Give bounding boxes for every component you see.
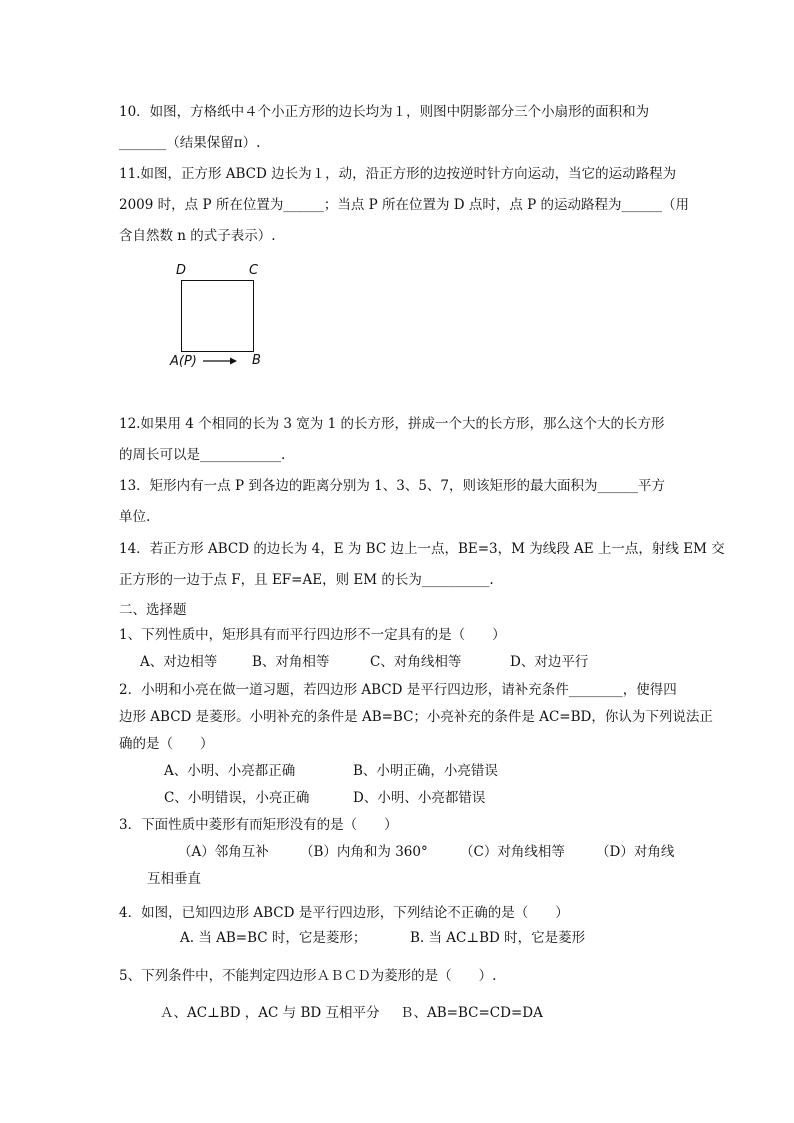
- q13-line-1: 13．矩形内有一点 P 到各边的距离分别为 1、3、5、7，则该矩形的最大面积为______平方: [119, 478, 665, 494]
- mc2-line-3: 确的是（ ）: [119, 736, 214, 752]
- q10-line-1: 10．如图，方格纸中４个小正方形的边长均为１，则图中阴影部分三个小扇形的面积和为: [119, 104, 650, 120]
- q10-line-2: _______（结果保留π）.: [119, 135, 261, 151]
- q11-line-2: 2009 时，点 P 所在位置为______；当点 P 所在位置为 D 点时，点 P 的运动路程为______（用: [119, 197, 690, 213]
- mc5-stem: 5、下列条件中，不能判定四边形ＡＢＣＤ为菱形的是（ ）.: [119, 968, 497, 984]
- mc2-option-d: D、小明、小亮都错误: [353, 790, 486, 806]
- right-arrow-icon: [203, 355, 237, 367]
- q12-line-2: 的周长可以是____________.: [119, 447, 286, 463]
- mc3-option-c: （C）对角线相等: [460, 844, 565, 860]
- q11-line-3: 含自然数 n 的式子表示）.: [119, 228, 276, 244]
- mc1-option-a: A、对边相等: [140, 654, 218, 670]
- mc4-stem: 4．如图，已知四边形 ABCD 是平行四边形，下列结论不正确的是（ ）: [119, 905, 569, 921]
- mc4-option-a: A. 当 AB=BC 时，它是菱形；: [180, 930, 367, 946]
- mc3-option-b: （B）内角和为 360°: [300, 844, 428, 860]
- vertex-label-c: C: [249, 263, 259, 278]
- mc3-stem: 3．下面性质中菱形有而矩形没有的是（ ）: [119, 817, 398, 833]
- mc3-option-d: （D）对角线: [596, 844, 675, 860]
- q14-line-2: 正方形的一边于点 F，且 EF=AE，则 EM 的长为__________.: [119, 572, 494, 588]
- vertex-label-a: A(P): [170, 354, 197, 369]
- mc3-option-d-cont: 互相垂直: [147, 871, 201, 887]
- mc2-line-2: 边形 ABCD 是菱形。小明补充的条件是 AB=BC；小亮补充的条件是 AC=BD，你认为下列说法正: [119, 709, 713, 725]
- mc1-option-d: D、对边平行: [510, 654, 589, 670]
- mc2-option-c: C、小明错误，小亮正确: [164, 790, 310, 806]
- mc1-option-c: C、对角线相等: [370, 654, 462, 670]
- q11-line-1: 11.如图，正方形 ABCD 边长为１，动，沿正方形的边按逆时针方向运动，当它的运动路程为: [119, 166, 677, 182]
- mc2-option-b: B、小明正确，小亮错误: [353, 763, 498, 779]
- square-figure: [181, 280, 254, 352]
- vertex-label-d: D: [176, 263, 187, 278]
- mc2-line-1: 2．小明和小亮在做一道习题，若四边形 ABCD 是平行四边形，请补充条件________，使得四: [119, 682, 677, 698]
- section-heading: 二、选择题: [119, 602, 187, 618]
- mc2-option-a: A、小明、小亮都正确: [164, 763, 296, 779]
- q14-line-1: 14．若正方形 ABCD 的边长为 4，E 为 BC 边上一点，BE=3，M 为线段 AE 上一点，射线 EM 交: [119, 541, 725, 557]
- q13-line-2: 单位.: [119, 509, 151, 525]
- mc1-stem: 1、下列性质中，矩形具有而平行四边形不一定具有的是（ ）: [119, 627, 506, 643]
- mc5-option-a: Ａ、AC⊥BD ，AC 与 BD 互相平分: [160, 1005, 380, 1021]
- mc5-option-b: Ｂ、AB=BC=CD=DA: [400, 1005, 543, 1021]
- mc4-option-b: B. 当 AC⊥BD 时，它是菱形: [410, 930, 586, 946]
- mc1-option-b: B、对角相等: [252, 654, 330, 670]
- mc3-option-a: （A）邻角互补: [178, 844, 269, 860]
- q12-line-1: 12.如果用 4 个相同的长为 3 宽为 1 的长方形，拼成一个大的长方形，那么这个大的长方形: [119, 416, 665, 432]
- vertex-label-b: B: [252, 353, 261, 368]
